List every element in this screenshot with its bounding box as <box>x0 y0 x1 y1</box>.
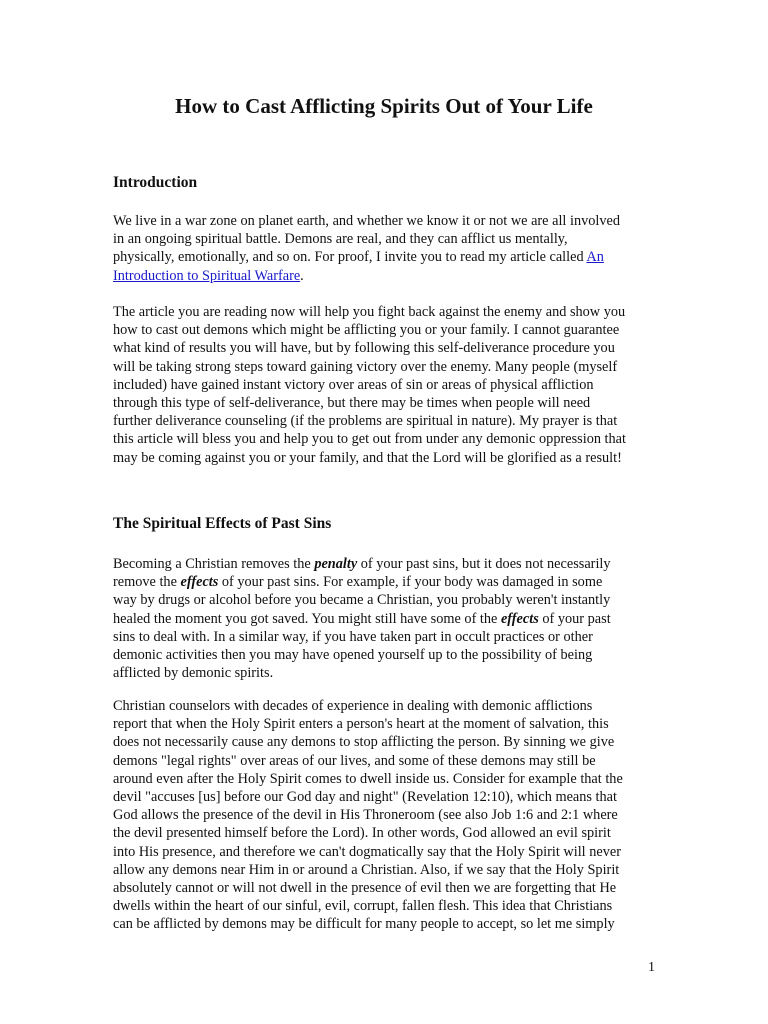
text-line <box>113 248 658 266</box>
emphasis-effects: effects <box>500 610 539 627</box>
text-line: absolutely cannot or will not dwell in the presence of evil then we are forgetting that He <box>113 880 617 897</box>
text-segment: of your past sins. For example, if your body was damaged in some <box>218 574 603 591</box>
document-title: How to Cast Afflicting Spirits Out of Your Life <box>175 94 593 118</box>
text-line: this article will bless you and help you to get out from under any demonic oppression that <box>113 431 626 448</box>
text-segment: Becoming a Christian removes the <box>113 556 315 572</box>
text-line: The article you are reading now will help you fight back against the enemy and show you <box>113 304 626 320</box>
text-line: Christian counselors with decades of experience in dealing with demonic afflictions <box>113 698 593 714</box>
text-line: afflicted by demonic spirits. <box>113 665 274 682</box>
text-segment: of your past <box>538 610 611 627</box>
text-line: will be taking strong steps toward gaining victory over the enemy. Many people (myself <box>113 358 618 375</box>
text-segment: remove the <box>113 574 181 591</box>
text-segment: . <box>300 267 304 284</box>
text-line: way by drugs or alcohol before you became a Christian, you probably weren't instantly <box>113 592 611 609</box>
text-line: does not necessarily cause any demons to stop afflicting the person. By sinning we give <box>113 734 615 751</box>
article-link-part1[interactable]: An <box>586 249 604 266</box>
text-line: how to cast out demons which might be afflicting you or your family. I cannot guarantee <box>113 322 620 339</box>
text-line: allow any demons near Him in or around a Christian. Also, if we say that the Holy Spirit <box>113 861 620 878</box>
section-heading-introduction: Introduction <box>113 174 198 191</box>
text-line <box>113 267 658 285</box>
emphasis-effects: effects <box>180 574 219 591</box>
text-line: We live in a war zone on planet earth, and whether we know it or not we are all involved <box>113 213 621 229</box>
text-line: included) have gained instant victory over areas of sin or areas of physical affliction <box>113 376 594 393</box>
text-line: may be coming against you or your family, and that the Lord will be glorified as a result! <box>113 449 622 466</box>
text-line: into His presence, and therefore we can't dogmatically say that the Holy Spirit will never <box>113 843 621 860</box>
text-segment: healed the moment you got saved. You might still have some of the <box>113 610 501 627</box>
text-line <box>113 573 658 591</box>
text-segment: physically, emotionally, and so on. For proof, I invite you to read my article called <box>113 249 587 266</box>
article-link-part2[interactable]: Introduction to Spiritual Warfare <box>113 267 301 284</box>
text-line: God allows the presence of the devil in His Throneroom (see also Job 1:6 and 2:1 where <box>113 807 618 824</box>
text-line: devil "accuses [us] before our God day and night" (Revelation 12:10), which means that <box>113 789 617 806</box>
intro-paragraph-2 <box>113 303 658 467</box>
text-line: demonic activities then you may have opened yourself up to the possibility of being <box>113 647 593 664</box>
effects-paragraph-1 <box>113 555 658 682</box>
text-line: demons "legal rights" over areas of our lives, and some of these demons may still be <box>113 752 596 769</box>
text-segment: of your past sins, but it does not necessarily <box>357 556 611 572</box>
intro-paragraph-1 <box>113 212 658 285</box>
text-line <box>113 555 658 573</box>
text-line: in an ongoing spiritual battle. Demons are real, and they can afflict us mentally, <box>113 231 568 248</box>
effects-paragraph-2 <box>113 697 658 934</box>
text-line: what kind of results you will have, but by following this self-deliverance procedure you <box>113 340 615 357</box>
text-line: further deliverance counseling (if the problems are spiritual in nature). My prayer is that <box>113 413 618 430</box>
text-line: dwells within the heart of our sinful, evil, corrupt, fallen flesh. This idea that Christians <box>113 898 613 915</box>
emphasis-penalty: penalty <box>314 556 358 572</box>
text-line <box>113 610 658 628</box>
text-line: report that when the Holy Spirit enters a person's heart at the moment of salvation, this <box>113 716 609 733</box>
text-line: sins to deal with. In a similar way, if you have taken part in occult practices or other <box>113 628 593 645</box>
section-heading-spiritual-effects: The Spiritual Effects of Past Sins <box>113 515 332 532</box>
text-line: can be afflicted by demons may be difficult for many people to accept, so let me simply <box>113 916 615 933</box>
page-number: 1 <box>648 960 655 975</box>
text-line: through this type of self-deliverance, but there may be times when people will need <box>113 395 591 412</box>
text-line: around even after the Holy Spirit comes to dwell inside us. Consider for example that the <box>113 770 623 787</box>
text-line: the devil presented himself before the Lord). In other words, God allowed an evil spirit <box>113 825 611 842</box>
